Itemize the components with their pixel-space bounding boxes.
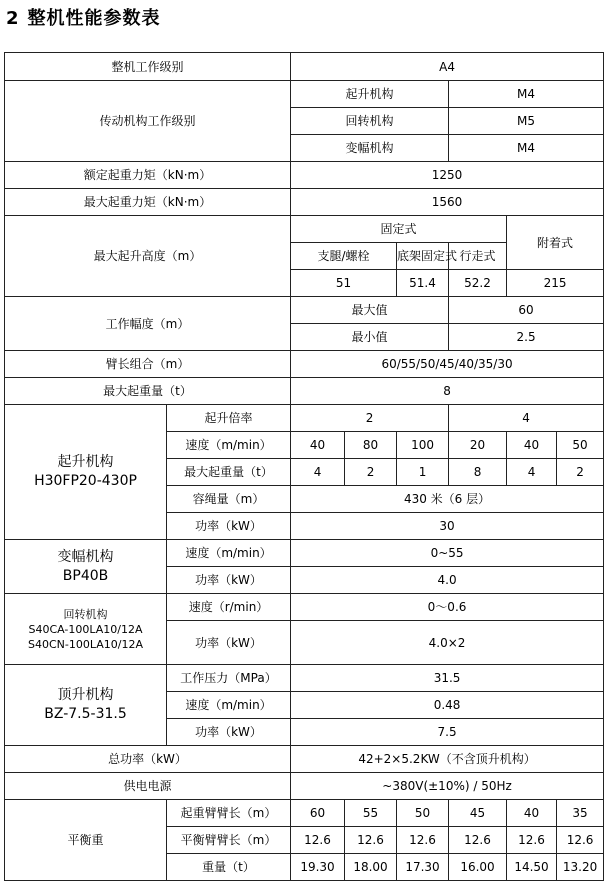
- label-max-load: 最大起重量（t）: [5, 378, 291, 405]
- hoist-ratio-value: 2: [291, 405, 449, 432]
- row-cw-boom: [5, 800, 604, 827]
- slewing-speed-value: 0～0.6: [291, 594, 604, 621]
- label-max-moment: 最大起重力矩（kN·m）: [5, 189, 291, 216]
- row-jacking-pressure: [5, 665, 604, 692]
- row-boom: [5, 351, 604, 378]
- performance-table: [4, 52, 604, 881]
- jacking-power-value: 7.5: [291, 719, 604, 746]
- row-mech-class: [5, 81, 604, 108]
- hoist-speed-label: 速度（m/min）: [167, 432, 291, 459]
- hoist-ratio-label: 起升倍率: [167, 405, 291, 432]
- hoist-mechanism-cell: [5, 405, 167, 540]
- cw-weight-value: 17.30: [397, 854, 449, 881]
- value-work-class: A4: [291, 53, 604, 81]
- radius-max-label: 最大值: [291, 297, 449, 324]
- mech-value: M5: [449, 108, 604, 135]
- jacking-power-label: 功率（kW）: [167, 719, 291, 746]
- label-total-power: 总功率（kW）: [5, 746, 291, 773]
- hoist-speed-value: 40: [507, 432, 557, 459]
- height-value: 51: [291, 270, 397, 297]
- hoist-model: H30FP20-430P: [34, 473, 137, 489]
- cw-weight-value: 14.50: [507, 854, 557, 881]
- jacking-pressure-value: 31.5: [291, 665, 604, 692]
- cw-boom-value: 45: [449, 800, 507, 827]
- cw-boom-value: 60: [291, 800, 345, 827]
- height-value: 52.2: [449, 270, 507, 297]
- value-max-load: 8: [291, 378, 604, 405]
- row-hoist-ratio: [5, 405, 604, 432]
- jacking-speed-label: 速度（m/min）: [167, 692, 291, 719]
- radius-min-label: 最小值: [291, 324, 449, 351]
- cw-balance-value: 12.6: [397, 827, 449, 854]
- hoist-rope-label: 容绳量（m）: [167, 486, 291, 513]
- value-boom: 60/55/50/45/40/35/30: [291, 351, 604, 378]
- row-luffing-speed: [5, 540, 604, 567]
- label-power-supply: 供电电源: [5, 773, 291, 800]
- label-work-class: 整机工作级别: [5, 53, 291, 81]
- hoist-speed-value: 80: [345, 432, 397, 459]
- height-value: 51.4: [397, 270, 449, 297]
- cw-weight-value: 18.00: [345, 854, 397, 881]
- section-number: 2: [6, 8, 20, 29]
- hoist-maxload-value: 4: [291, 459, 345, 486]
- attached-label: 附着式: [507, 216, 604, 270]
- hoist-rope-value: 430 米（6 层）: [291, 486, 604, 513]
- radius-min-value: 2.5: [449, 324, 604, 351]
- label-counterweight: 平衡重: [5, 800, 167, 881]
- cw-balance-value: 12.6: [557, 827, 604, 854]
- mech-value: M4: [449, 135, 604, 162]
- height-sub-label: 行走式: [449, 243, 507, 270]
- hoist-maxload-label: 最大起重量（t）: [167, 459, 291, 486]
- slewing-model-1: S40CA-100LA10/12A: [28, 622, 143, 636]
- cw-balance-value: 12.6: [291, 827, 345, 854]
- row-power-supply: [5, 773, 604, 800]
- hoist-power-label: 功率（kW）: [167, 513, 291, 540]
- label-mech-class: 传动机构工作级别: [5, 81, 291, 162]
- luffing-speed-label: 速度（m/min）: [167, 540, 291, 567]
- jacking-name: 顶升机构: [57, 687, 114, 703]
- slewing-power-value: 4.0×2: [291, 621, 604, 665]
- luffing-power-value: 4.0: [291, 567, 604, 594]
- luffing-speed-value: 0~55: [291, 540, 604, 567]
- cw-boom-value: 35: [557, 800, 604, 827]
- mech-name: 起升机构: [291, 81, 449, 108]
- hoist-maxload-value: 2: [345, 459, 397, 486]
- value-max-moment: 1560: [291, 189, 604, 216]
- section-title: 整机性能参数表: [27, 8, 161, 29]
- row-slewing-speed: [5, 594, 604, 621]
- height-value: 215: [507, 270, 604, 297]
- mech-name: 变幅机构: [291, 135, 449, 162]
- cw-weight-label: 重量（t）: [167, 854, 291, 881]
- slewing-power-label: 功率（kW）: [167, 621, 291, 665]
- cw-weight-value: 19.30: [291, 854, 345, 881]
- cw-boom-value: 50: [397, 800, 449, 827]
- cw-balance-value: 12.6: [449, 827, 507, 854]
- cw-balance-label: 平衡臂臂长（m）: [167, 827, 291, 854]
- row-rated-moment: [5, 162, 604, 189]
- row-max-moment: [5, 189, 604, 216]
- value-rated-moment: 1250: [291, 162, 604, 189]
- hoist-maxload-value: 4: [507, 459, 557, 486]
- height-sub-label: 底架固定式: [397, 243, 449, 270]
- hoist-speed-value: 50: [557, 432, 604, 459]
- row-max-load: [5, 378, 604, 405]
- hoist-speed-value: 40: [291, 432, 345, 459]
- jacking-speed-value: 0.48: [291, 692, 604, 719]
- jacking-mechanism-cell: [5, 665, 167, 746]
- hoist-maxload-value: 2: [557, 459, 604, 486]
- cw-balance-value: 12.6: [507, 827, 557, 854]
- mech-value: M4: [449, 81, 604, 108]
- radius-max-value: 60: [449, 297, 604, 324]
- cw-boom-value: 40: [507, 800, 557, 827]
- hoist-power-value: 30: [291, 513, 604, 540]
- jacking-model: BZ-7.5-31.5: [44, 706, 127, 722]
- luffing-name: 变幅机构: [57, 548, 114, 565]
- cw-weight-value: 16.00: [449, 854, 507, 881]
- label-rated-moment: 额定起重力矩（kN·m）: [5, 162, 291, 189]
- row-total-power: [5, 746, 604, 773]
- height-sub-label: 支腿/螺栓: [291, 243, 397, 270]
- hoist-speed-value: 20: [449, 432, 507, 459]
- cw-weight-value: 13.20: [557, 854, 604, 881]
- row-max-height: [5, 216, 604, 243]
- hoist-name: 起升机构: [57, 454, 114, 470]
- luffing-mechanism-cell: [5, 540, 167, 594]
- hoist-maxload-value: 1: [397, 459, 449, 486]
- hoist-maxload-value: 8: [449, 459, 507, 486]
- cw-boom-value: 55: [345, 800, 397, 827]
- fixed-label: 固定式: [291, 216, 507, 243]
- hoist-ratio-value: 4: [449, 405, 604, 432]
- label-boom: 臂长组合（m）: [5, 351, 291, 378]
- label-max-height: 最大起升高度（m）: [5, 216, 291, 297]
- label-radius: 工作幅度（m）: [5, 297, 291, 351]
- luffing-model: BP40B: [62, 567, 109, 584]
- jacking-pressure-label: 工作压力（MPa）: [167, 665, 291, 692]
- luffing-power-label: 功率（kW）: [167, 567, 291, 594]
- cw-boom-label: 起重臂臂长（m）: [167, 800, 291, 827]
- slewing-model-2: S40CN-100LA10/12A: [28, 637, 143, 651]
- value-total-power: 42+2×5.2KW（不含顶升机构）: [291, 746, 604, 773]
- mech-name: 回转机构: [291, 108, 449, 135]
- cw-balance-value: 12.6: [345, 827, 397, 854]
- hoist-speed-value: 100: [397, 432, 449, 459]
- slewing-mechanism-cell: [5, 594, 167, 665]
- slewing-name: 回转机构: [63, 607, 108, 621]
- row-work-class: [5, 53, 604, 81]
- section-heading: [6, 4, 161, 30]
- value-power-supply: ~380V(±10%) / 50Hz: [291, 773, 604, 800]
- row-radius: [5, 297, 604, 324]
- slewing-speed-label: 速度（r/min）: [167, 594, 291, 621]
